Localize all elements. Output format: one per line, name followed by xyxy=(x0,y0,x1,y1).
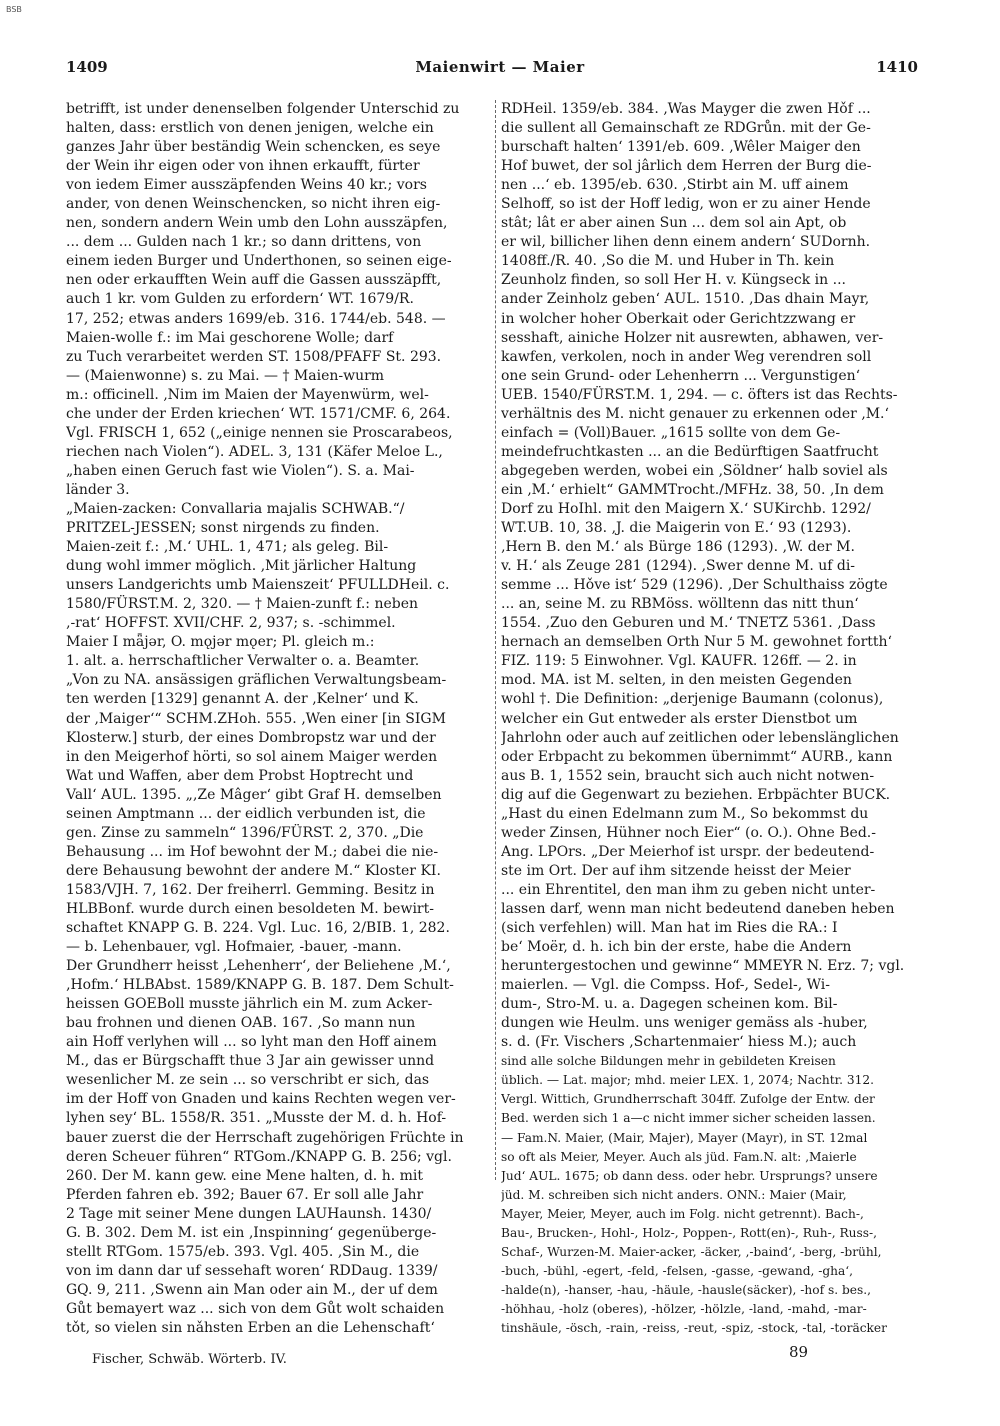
text-line: burschaft halten‘ 1391/eb. 609. ‚Wêler Maiger den xyxy=(501,139,861,156)
text-line: weder Zinsen, Hühner noch Eier“ (o. O.). Ohne Bed.- xyxy=(501,824,876,841)
text-line: Schaf-, Wurzen-M. Maier-acker, -äcker, ‚-baind‘, -berg, -brühl, xyxy=(501,1244,882,1259)
text-line: auch 1 kr. vom Gulden zu erfordern‘ WT. 1679/R. xyxy=(66,291,414,308)
text-line: lyhen sey‘ BL. 1558/R. 351. „Musste der M. d. h. Hof- xyxy=(66,1110,447,1127)
text-line: be‘ Moër, d. h. ich bin der erste, habe die Andern xyxy=(501,939,852,956)
text-line: der Wein ihr eigen oder von ihnen erkaufft, fürter xyxy=(66,158,420,175)
text-line: Klosterw.] sturb, der eines Dombropstz war und der xyxy=(66,729,436,746)
text-line: s. d. (Fr. Vischers ‚Schartenmaier‘ hiess M.); auch xyxy=(501,1034,857,1051)
text-line: ander Zeinholz geben‘ AUL. 1510. ‚Das dhain Mayr, xyxy=(501,291,870,308)
text-line: riechen nach Violen“). ADEL. 3, 131 (Käfer Meloe L., xyxy=(66,443,443,460)
text-line: ... dem ... Gulden nach 1 kr.; so dann drittens, von xyxy=(66,234,422,251)
text-line: 1408ff./R. 40. ‚So die M. und Huber in Th. kein xyxy=(501,253,835,270)
text-line: Vergl. Wittich, Grundherrschaft 304ff. Zufolge der Entw. der xyxy=(501,1092,875,1107)
text-line: 1583/VJH. 7, 162. Der freiherrl. Gemming. Besitz in xyxy=(66,881,435,898)
text-line: WT.UB. 10, 38. ‚J. die Maigerin von E.‘ 93 (1293). xyxy=(501,520,852,537)
text-line: Zeunholz finden, so soll Her H. v. Küngseck in ... xyxy=(501,272,846,289)
text-line: abgegeben werden, wobei ein ‚Söldner‘ halb soviel als xyxy=(501,462,888,479)
text-line: einem ieden Burger und Underthonen, so seinen eige- xyxy=(66,253,452,270)
text-line: deren Scheuer führen“ RTGom./KNAPP G. B. 256; vgl. xyxy=(66,1148,452,1165)
text-line: unsers Landgerichts umb Maienszeit‘ PFULLDHeil. c. xyxy=(66,577,450,594)
text-line: FIZ. 119: 5 Einwohner. Vgl. KAUFR. 126ff. — 2. in xyxy=(501,653,857,670)
text-line: die sullent all Gemainschaft ze RDGrůn. mit der Ge- xyxy=(501,120,871,137)
text-line: UEB. 1540/FÜRST.M. 1, 294. — c. öfters ist das Rechts- xyxy=(501,386,898,403)
text-line: v. H.‘ als Zeuge 281 (1294). ‚Swer denne M. uf di- xyxy=(501,558,856,575)
text-line: maierlen. — Vgl. die Compss. Hof-, Sedel-, Wi- xyxy=(501,977,831,994)
text-line: che under der Erden kriechen‘ WT. 1571/CMF. 6, 264. xyxy=(66,405,451,422)
text-line: 1. alt. a. herrschaftlicher Verwalter o. a. Beamter. xyxy=(66,653,420,670)
text-line: kawfen, verkolen, noch in ander Weg verendren soll xyxy=(501,348,872,365)
text-line: 260. Der M. kann gew. eine Mene halten, d. h. mit xyxy=(66,1167,424,1184)
text-line: Maien-zeit f.: ‚M.‘ UHL. 1, 471; als geleg. Bil- xyxy=(66,539,389,556)
text-line: -halde(n), -hanser, -hau, -häule, -hausle(säcker), -hof s. bes., xyxy=(501,1282,871,1297)
text-line: ‚Hofm.‘ HLBAbst. 1589/KNAPP G. B. 187. Dem Schult- xyxy=(66,977,454,994)
text-line: stât; lât er aber ainen Sun ... dem sol ain Apt, ob xyxy=(501,215,847,232)
text-line: tǒt, so vielen sin nǎhsten Erben an die Lehenschaft‘ xyxy=(66,1320,435,1336)
text-line: in wolcher hoher Oberkait oder Gerichtzzwang er xyxy=(501,310,856,327)
text-line: PRITZEL-JESSEN; sonst nirgends zu finden. xyxy=(66,520,380,537)
text-line: heruntergestochen und gewinne“ MMEYR N. Erz. 7; vgl. xyxy=(501,958,905,975)
text-line: bauer zuerst die der Herrschaft zugehörigen Früchte in xyxy=(66,1129,464,1146)
text-line: Vgl. FRISCH 1, 652 („einige nennen sie Proscarabeos, xyxy=(66,424,453,441)
text-line: -buch, -bühl, -egert, -feld, -felsen, -gasse, -gewand, -gha‘, xyxy=(501,1263,854,1278)
text-line: im der Hoff von Gnaden und kains Rechten wegen ver- xyxy=(66,1091,456,1108)
text-line: — (Maienwonne) s. zu Mai. — † Maien-wurm xyxy=(66,367,385,384)
text-line: der ‚Maiger‘“ SCHM.ZHoh. 555. ‚Wen einer [in SIGM xyxy=(66,710,446,727)
text-line: „haben einen Geruch fast wie Violen“). S. a. Mai- xyxy=(66,462,415,479)
text-line: dum-, Stro-M. u. a. Dagegen scheinen kom. Bil- xyxy=(501,996,838,1013)
text-line: gen. Zinse zu sammeln“ 1396/FÜRST. 2, 370. „Die xyxy=(66,824,424,841)
source-footer: Fischer, Schwäb. Wörterb. IV. xyxy=(92,1352,287,1367)
text-line: Behausung ... im Hof bewohnt der M.; dabei die nie- xyxy=(66,843,439,860)
text-line: nen ...‘ eb. 1395/eb. 630. ‚Stirbt ain M. uff ainem xyxy=(501,177,849,194)
text-line: lassen darf, wenn man nicht bedeutend daneben heben xyxy=(501,900,895,917)
text-line: „Maien-zacken: Convallaria majalis SCHWAB.“/ xyxy=(66,500,405,517)
text-line: ‚-rat‘ HOFFST. XVII/CHF. 2, 937; s. -schimmel. xyxy=(66,615,396,632)
text-line: jüd. M. schreiben sich nicht anders. ONN.: Maier (Mair, xyxy=(501,1187,847,1202)
text-line: -höhhau, -holz (oberes), -hölzer, -hölzle, -land, -mahd, -mar- xyxy=(501,1301,867,1316)
text-line: verhältnis des M. nicht genauer zu erkennen oder ‚M.‘ xyxy=(501,405,889,422)
text-line: 1580/FÜRST.M. 2, 320. — † Maien-zunft f.: neben xyxy=(66,596,419,613)
text-line: von im dann dar uf sessehaft woren‘ RDDaug. 1339/ xyxy=(66,1262,438,1279)
text-line: ... ein Ehrentitel, den man ihm zu geben nicht unter- xyxy=(501,881,876,898)
text-line: — Fam.N. Maier, (Mair, Majer), Mayer (Mayr), in ST. 12mal xyxy=(501,1130,868,1145)
text-line: Ang. LPOrs. „Der Meierhof ist urspr. der bedeutend- xyxy=(501,843,875,860)
text-line: sesshaft, ainiche Holzer nit ausrewten, abhawen, ver- xyxy=(501,329,884,346)
text-line: länder 3. xyxy=(66,481,130,498)
text-line: „Hast du einen Edelmann zum M., So bekommst du xyxy=(501,805,869,822)
text-line: one sein Grund- oder Lehenherrn ... Vergunstigen‘ xyxy=(501,367,861,384)
text-line: HLBBonf. wurde durch einen besoldeten M. bewirt- xyxy=(66,900,434,917)
text-line: — b. Lehenbauer, vgl. Hofmaier, -bauer, -mann. xyxy=(66,939,402,956)
text-line: Mayer, Meier, Meyer, auch im Folg. nicht getrennt). Bach-, xyxy=(501,1206,864,1221)
text-line: dung wohl immer möglich. ‚Mit järlicher Haltung xyxy=(66,558,417,575)
text-line: Bed. werden sich 1 a—c nicht immer sicher scheiden lassen. xyxy=(501,1111,876,1126)
text-line: seinen Amptmann ... der eidlich verbunden ist, die xyxy=(66,805,426,822)
text-line: welcher ein Gut entweder als erster Dienstbot um xyxy=(501,710,858,727)
text-line: RDHeil. 1359/eb. 384. ‚Was Mayger die zwen Hǒf ... xyxy=(501,101,871,117)
text-line: mod. MA. ist M. selten, in den meisten Gegenden xyxy=(501,672,852,689)
text-line: oder Erbpacht zu bekommen übernimmt“ AURB., kann xyxy=(501,748,893,765)
text-line: Gůt bemayert waz ... sich von dem Gůt wolt schaiden xyxy=(66,1300,445,1317)
text-line: so oft als Meier, Meyer. Auch als jüd. Fam.N. alt: ‚Maierle xyxy=(501,1149,857,1164)
text-line: Dorf zu HoIhl. mit den Maigern X.‘ SUKirchb. 1292/ xyxy=(501,500,871,517)
text-line: hernach an demselben Orth Nur 5 M. gewohnet fortth‘ xyxy=(501,634,893,651)
text-line: Vall‘ AUL. 1395. „‚Ze Mâger‘ gibt Graf H. demselben xyxy=(66,786,442,803)
text-line: wohl †. Die Definition: „derjenige Baumann (colonus), xyxy=(501,691,884,708)
text-line: dungen wie Heulm. uns weniger gemäss als -huber, xyxy=(501,1015,868,1032)
text-line: meindefruchtkasten ... an die Bedürftigen Saatfrucht xyxy=(501,443,879,460)
left-page-number: 1409 xyxy=(66,58,108,76)
text-line: schaftet KNAPP G. B. 224. Vgl. Luc. 16, 2/BIB. 1, 282. xyxy=(66,920,450,937)
text-line: ain Hoff verlyhen will ... so lyht man den Hoff ainem xyxy=(66,1034,437,1051)
text-line: Hof buwet, der sol jârlich dem Herren der Burg die- xyxy=(501,158,872,175)
text-line: m.: officinell. ‚Nim im Maien der Mayenwürm, wel- xyxy=(66,386,429,403)
text-line: 1554. ‚Zuo den Geburen und M.‘ TNETZ 5361. ‚Dass xyxy=(501,615,876,632)
text-line: er wil, billicher lihen denn einem andern‘ SUDornh. xyxy=(501,234,871,251)
text-line: GQ. 9, 211. ‚Swenn ain Man oder ain M., der uf dem xyxy=(66,1281,438,1298)
text-line: ‚Hern B. den M.‘ als Bürge 186 (1293). ‚W. der M. xyxy=(501,539,855,556)
text-line: halten, dass: erstlich von denen jenigen, welche ein xyxy=(66,120,434,137)
text-line: G. B. 302. Dem M. ist ein ‚Inspinning‘ gegenüberge- xyxy=(66,1224,437,1241)
text-line: Pferden fahren eb. 392; Bauer 67. Er soll alle Jahr xyxy=(66,1186,424,1203)
text-line: in den Meigerhof hörti, so sol ainem Maiger werden xyxy=(66,748,438,765)
text-line: Bau-, Brucken-, Hohl-, Holz-, Poppen-, Rott(en)-, Ruh-, Russ-, xyxy=(501,1225,878,1240)
text-line: Maier I mǟjər, O. mǫjər mǫer; Pl. gleich m.: xyxy=(66,634,375,651)
text-line: 17, 252; etwas anders 1699/eb. 316. 1744/eb. 548. — xyxy=(66,310,446,327)
text-line: einfach = (Voll)Bauer. „1615 sollte von dem Ge- xyxy=(501,424,841,441)
text-line: üblich. — Lat. major; mhd. meier LEX. 1, 2074; Nachtr. 312. xyxy=(501,1073,875,1088)
text-line: ander, von denen Weinschencken, so nicht ihren eig- xyxy=(66,196,441,213)
text-line: semme ... Hǒve ist‘ 529 (1296). ‚Der Schulthaiss zögte xyxy=(501,577,888,594)
text-line: bau frohnen und dienen OAB. 167. ‚So mann nun xyxy=(66,1015,416,1032)
text-line: nen oder erkaufften Wein auff die Gassen ausszäpfft, xyxy=(66,272,442,289)
page-title: Maienwirt — Maier xyxy=(415,58,585,76)
text-line: stellt RTGom. 1575/eb. 393. Vgl. 405. ‚Sin M., die xyxy=(66,1243,420,1260)
text-line: „Von zu NA. ansässigen gräflichen Verwaltungsbeam- xyxy=(66,672,447,689)
text-line: dig auf die Gegenwart zu beziehen. Erbpächter BUCK. xyxy=(501,786,891,803)
text-line: Jahrlohn oder auch auf zeitlichen oder lebenslänglichen xyxy=(501,729,899,746)
text-line: Maien-wolle f.: im Mai geschorene Wolle; darf xyxy=(66,329,394,346)
text-line: wesenlicher M. ze sein ... so verschribt er sich, das xyxy=(66,1072,430,1089)
left-column xyxy=(66,100,490,1338)
text-line: von iedem Eimer ausszäpfenden Weins 40 kr.; vors xyxy=(66,177,427,194)
library-stamp: BSB xyxy=(6,5,22,14)
text-line: Selhoff, so ist der Hoff ledig, won er zu ainer Hende xyxy=(501,196,871,213)
text-line: heissen GOEBoll musste jährlich ein M. zum Acker- xyxy=(66,996,433,1013)
right-page-number: 1410 xyxy=(876,58,918,76)
text-line: ein ‚M.‘ erhielt“ GAMMTrocht./MFHz. 38, 50. ‚In dem xyxy=(501,481,884,498)
text-line: ten werden [1329] genannt A. der ‚Kelner‘ und K. xyxy=(66,691,419,708)
right-column xyxy=(501,100,925,1338)
column-divider xyxy=(495,100,496,1180)
text-line: (sich verfehlen) will. Man hat im Ries die RA.: I xyxy=(501,920,838,937)
text-line: tinshäule, -ösch, -rain, -reiss, -reut, -spiz, -stock, -tal, -toräcker xyxy=(501,1321,887,1335)
text-line: ste im Ort. Der auf ihm sitzende heisst der Meier xyxy=(501,862,851,879)
text-line: Jud‘ AUL. 1675; ob dann dess. oder hebr. Ursprungs? unsere xyxy=(501,1168,878,1183)
text-line: dere Behausung bewohnt der andere M.“ Kloster KI. xyxy=(66,862,441,879)
text-line: betrifft, ist under denenselben folgender Unterschid zu xyxy=(66,101,460,117)
text-line: nen, sondern andern Wein umb den Lohn ausszäpfen, xyxy=(66,215,448,232)
text-line: Wat und Waffen, aber dem Probst Hoptrecht und xyxy=(66,767,414,784)
text-line: zu Tuch verarbeitet werden ST. 1508/PFAFF St. 293. xyxy=(66,348,442,365)
text-line: Der Grundherr heisst ‚Lehenherr‘, der Beliehene ‚M.‘, xyxy=(66,958,451,975)
text-line: aus B. 1, 1552 sein, braucht sich auch nicht notwen- xyxy=(501,767,875,784)
text-line: sind alle solche Bildungen mehr in gebildeten Kreisen xyxy=(501,1054,836,1069)
text-line: M., das er Bürgschafft thue 3 Jar ain gewisser unnd xyxy=(66,1053,435,1070)
text-line: ganzes Jahr über beständig Wein schencken, es seye xyxy=(66,139,441,156)
text-line: 2 Tage mit seiner Mene dungen LAUHaunsh. 1430/ xyxy=(66,1205,432,1222)
text-line: ... an, seine M. zu RBMöss. wölltenn das nitt thun‘ xyxy=(501,596,859,613)
sheet-number: 89 xyxy=(789,1343,809,1361)
